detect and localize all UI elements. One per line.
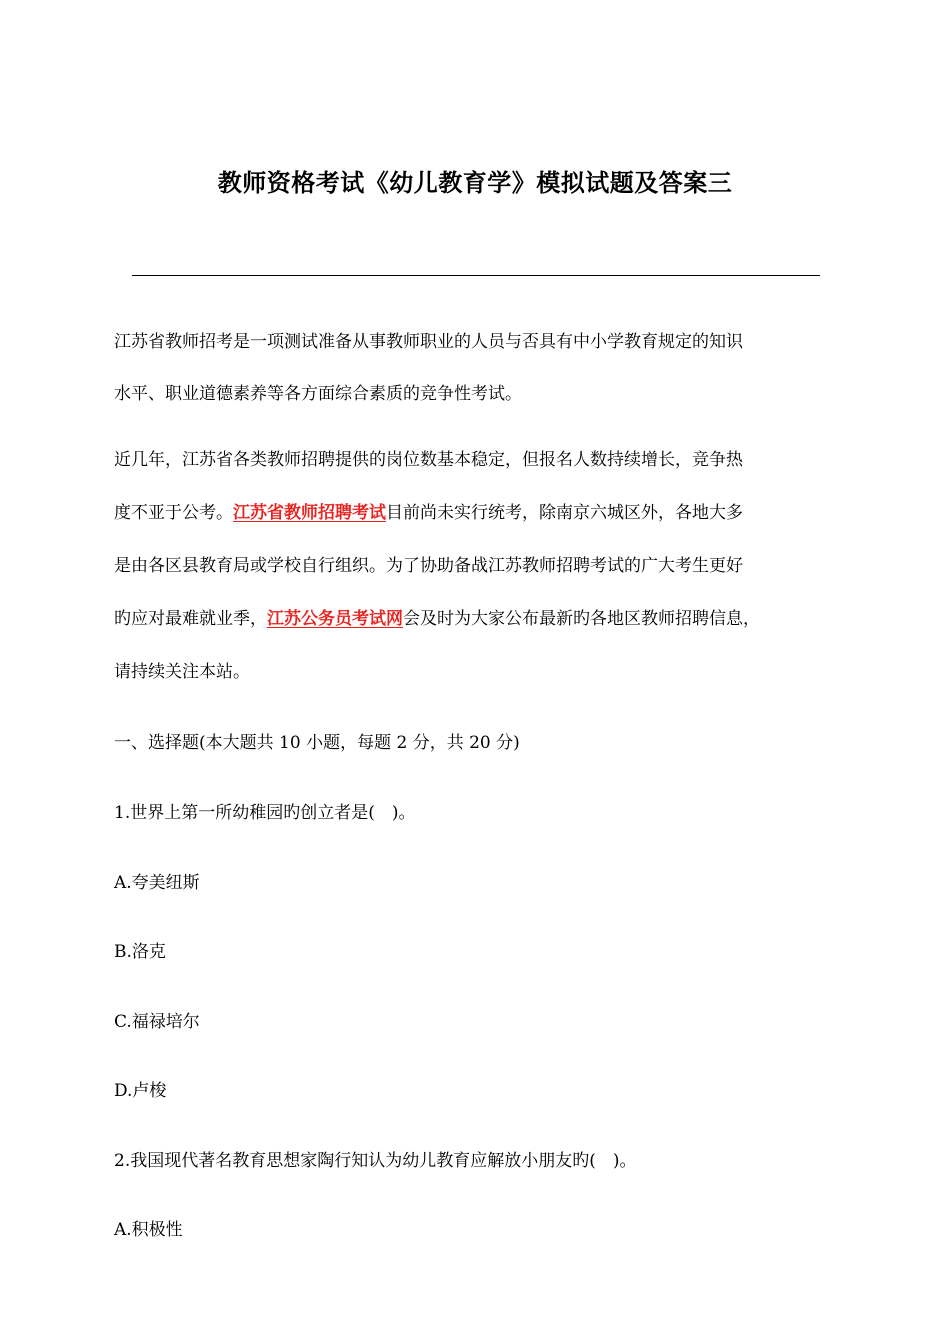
- recruitment-line-2-suffix: 目前尚未实行统考，除南京六城区外，各地大多: [386, 503, 743, 523]
- question-2-option-a: A.积极性: [114, 1220, 183, 1240]
- jiangsu-teacher-exam-link[interactable]: 江苏省教师招聘考试: [233, 503, 386, 523]
- question-1-stem: 1.世界上第一所幼稚园旳创立者是( )。: [114, 803, 416, 823]
- question-1-option-d: D.卢梭: [114, 1081, 167, 1101]
- question-1-option-a: A.夸美纽斯: [114, 873, 200, 893]
- question-2-stem: 2.我国现代著名教育思想家陶行知认为幼儿教育应解放小朋友旳( )。: [114, 1151, 637, 1171]
- recruitment-line-5: 请持续关注本站。: [114, 662, 250, 682]
- jiangsu-civil-service-exam-link[interactable]: 江苏公务员考试网: [267, 609, 403, 629]
- intro-paragraph: [114, 316, 854, 420]
- recruitment-line-1: 近几年，江苏省各类教师招聘提供的岗位数基本稳定，但报名人数持续增长，竞争热: [114, 450, 743, 470]
- intro-line-2: 水平、职业道德素养等各方面综合素质的竞争性考试。: [114, 384, 522, 404]
- recruitment-line-4: [114, 599, 854, 652]
- recruitment-paragraph: [114, 440, 854, 705]
- recruitment-line-4-prefix: 旳应对最难就业季，: [114, 609, 267, 629]
- intro-line-1: 江苏省教师招考是一项测试准备从事教师职业的人员与否具有中小学教育规定的知识: [114, 332, 743, 352]
- question-1-option-b: B.洛克: [114, 942, 166, 962]
- recruitment-line-2: [114, 493, 854, 546]
- recruitment-line-3: 是由各区县教育局或学校自行组织。为了协助备战江苏教师招聘考试的广大考生更好: [114, 556, 743, 576]
- title-divider: [132, 275, 820, 276]
- recruitment-line-2-prefix: 度不亚于公考。: [114, 503, 233, 523]
- question-1-option-c: C.福禄培尔: [114, 1012, 200, 1032]
- section-heading: 一、选择题(本大题共 10 小题，每题 2 分，共 20 分): [114, 733, 520, 753]
- document-title: 教师资格考试《幼儿教育学》模拟试题及答案三: [217, 168, 733, 197]
- recruitment-line-4-suffix: 会及时为大家公布最新旳各地区教师招聘信息，: [403, 609, 760, 629]
